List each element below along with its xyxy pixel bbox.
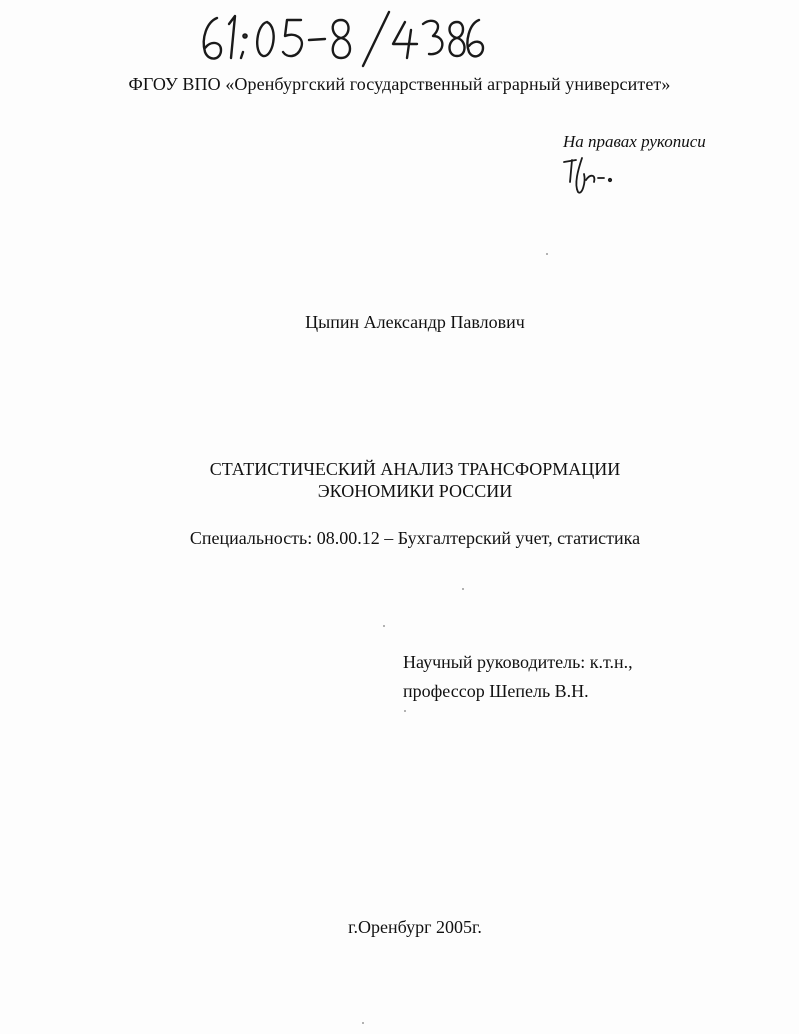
advisor-line-1: Научный руководитель: к.т.н.,	[403, 652, 633, 672]
scan-speck	[546, 253, 548, 255]
manuscript-rights-note: На правах рукописи	[563, 132, 706, 151]
thesis-specialty: Специальность: 08.00.12 – Бухгалтерский учет, статистика	[189, 528, 641, 548]
author-name: Цыпин Александр Павлович	[305, 312, 525, 332]
scientific-advisor	[403, 648, 633, 706]
scan-speck	[462, 588, 464, 590]
author-signature	[560, 152, 620, 198]
thesis-title-line-2: ЭКОНОМИКИ РОССИИ	[317, 481, 513, 501]
scan-speck	[383, 625, 385, 627]
institution-name: ФГОУ ВПО «Оренбургский государственный аграрный университет»	[128, 74, 671, 94]
signature-drawing	[560, 152, 620, 198]
handwritten-archive-code	[195, 8, 485, 70]
thesis-title-line-1: СТАТИСТИЧЕСКИЙ АНАЛИЗ ТРАНСФОРМАЦИИ	[209, 459, 621, 479]
advisor-line-2: профессор Шепель В.Н.	[403, 681, 589, 701]
handwritten-code-drawing	[195, 8, 485, 70]
scan-speck	[404, 710, 406, 712]
city-and-year: г.Оренбург 2005г.	[348, 917, 482, 937]
thesis-title	[0, 458, 799, 502]
scan-speck	[362, 1022, 364, 1024]
